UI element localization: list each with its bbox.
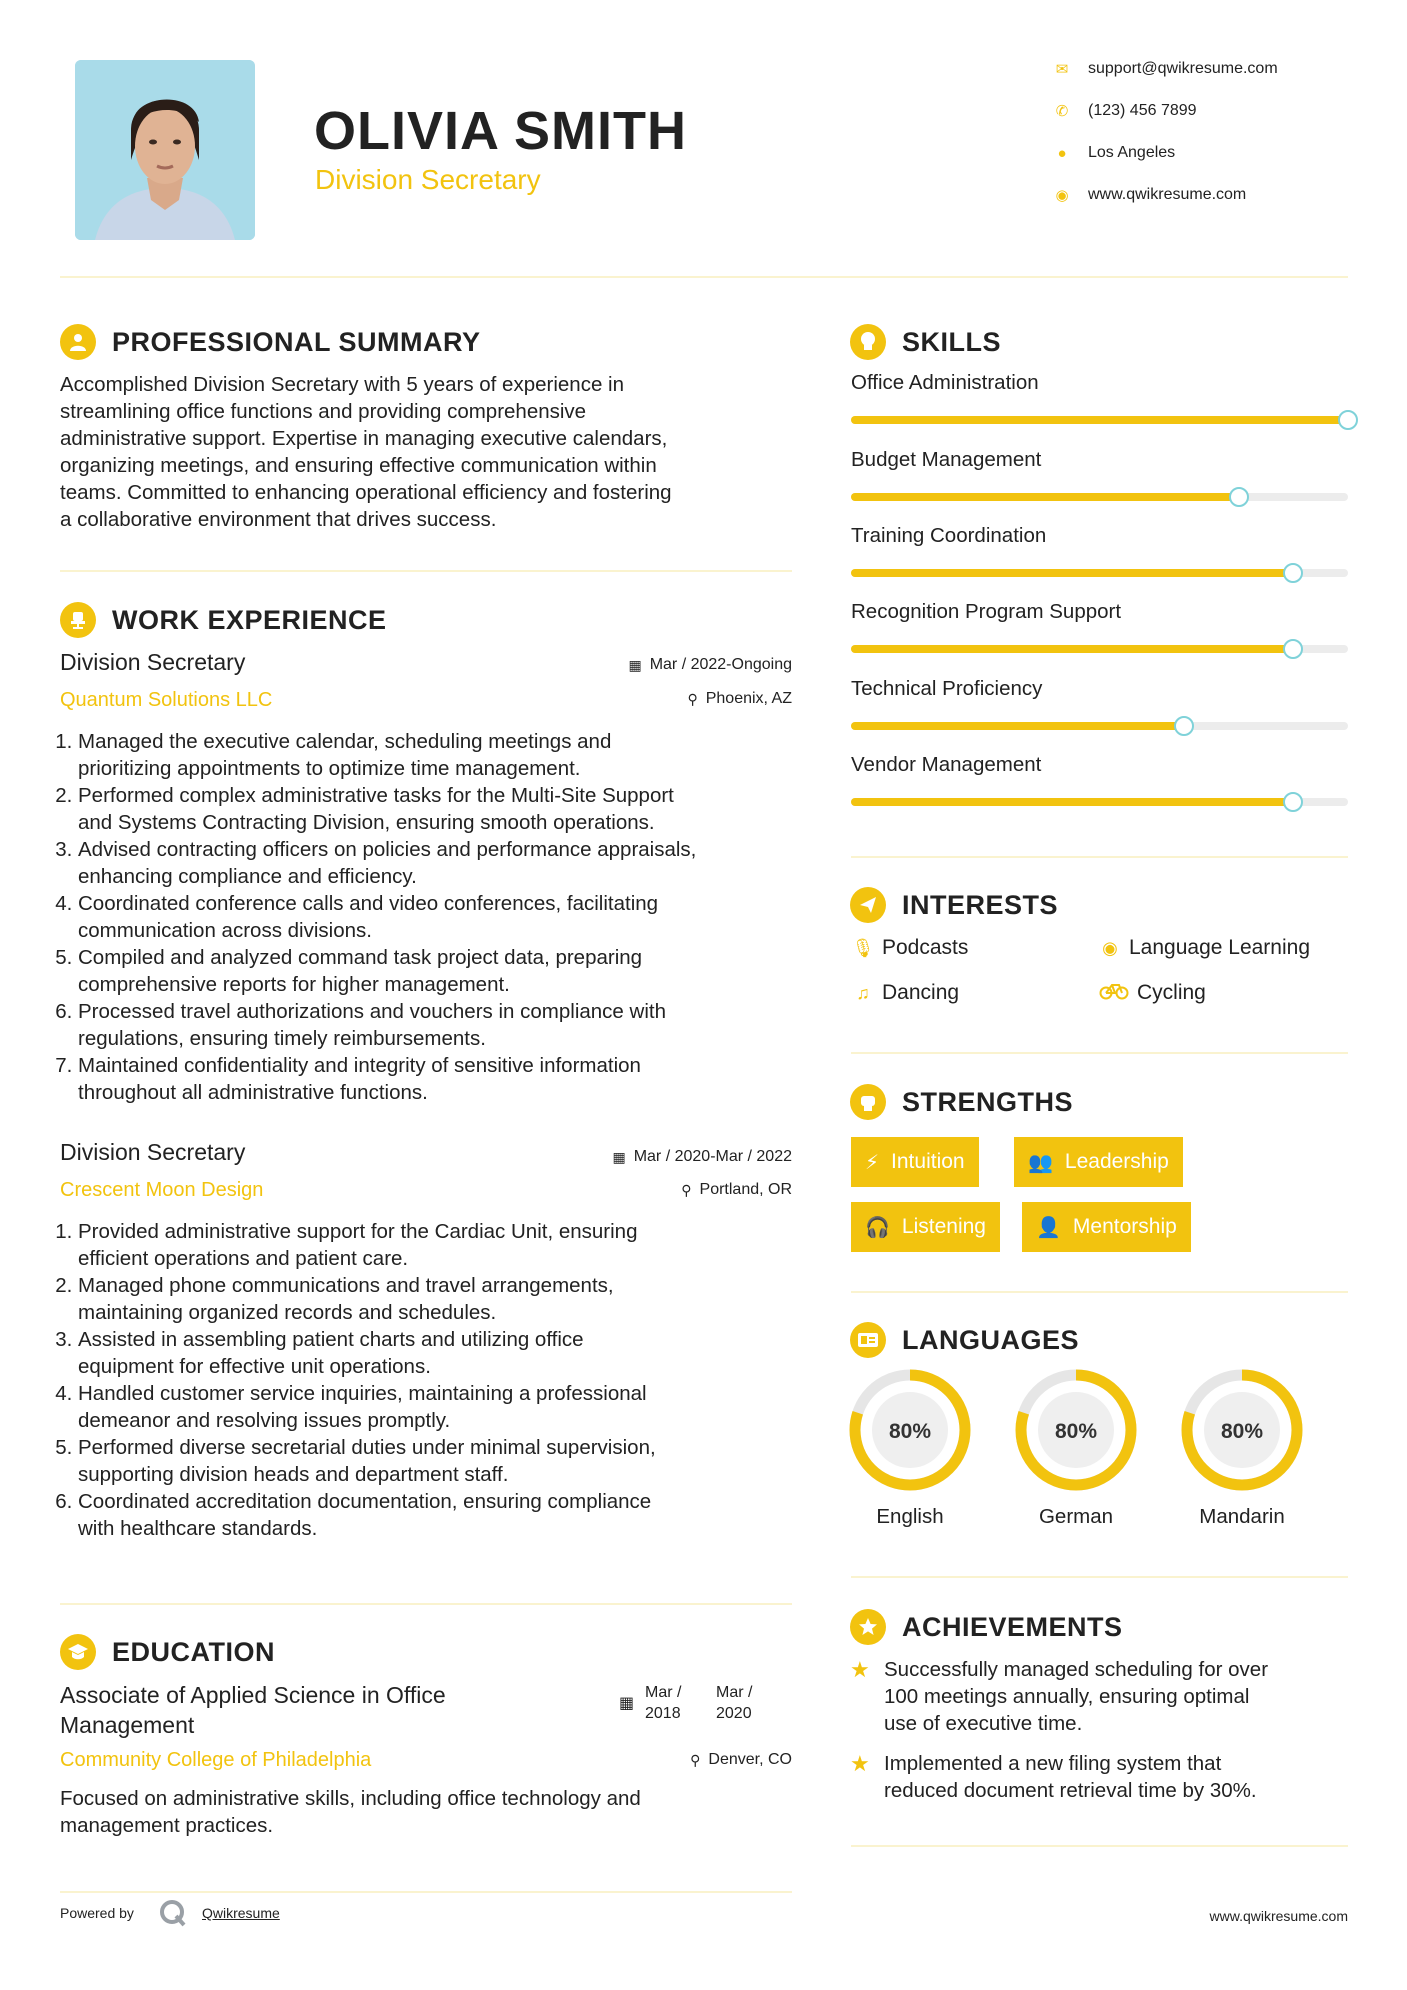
achievement-item-2: ★ Implemented a new filing system that reduced document retrieval time by 30%. [850, 1751, 1257, 1802]
strengths-heading: STRENGTHS [902, 1086, 1074, 1117]
ring-percent-label: 80% [1054, 1420, 1098, 1443]
achievement-item-1: ★ Successfully managed scheduling for over 100 meetings annually, ensuring optimal use of executive time. [850, 1657, 1269, 1735]
location-text: Los Angeles [1088, 144, 1176, 161]
email-text: support@qwikresume.com [1088, 60, 1278, 77]
language-ring-mandarin [1187, 1375, 1297, 1485]
microphone-icon: 🎙 [851, 937, 875, 958]
candidate-title: Division Secretary [315, 164, 541, 195]
education-header [60, 1632, 275, 1672]
interests-divider [851, 1052, 1348, 1054]
skill-slider-knob [1229, 487, 1249, 507]
lightbulb-icon [850, 324, 886, 360]
contact-website[interactable] [1050, 183, 1350, 207]
summary-divider [60, 570, 792, 572]
interest-dancing: ♫ Dancing [850, 981, 959, 1005]
edu-location: ⚲ Denver, CO [690, 1751, 792, 1768]
interests-header [850, 885, 1058, 925]
job-1-location: ⚲ Phoenix, AZ [687, 690, 792, 707]
language-card-icon [850, 1322, 886, 1358]
language-name-mandarin: Mandarin [1199, 1505, 1285, 1528]
skill-technical-proficiency: Technical Proficiency [851, 677, 1348, 701]
list-item: 5. Performed diverse secretarial duties under minimal supervision, supporting division heads and department staff. [78, 1434, 805, 1488]
interests-heading: INTERESTS [902, 889, 1059, 920]
skill-slider-knob [1283, 639, 1303, 659]
skill-fill [851, 493, 1239, 501]
calendar-icon: ▦ [628, 656, 642, 673]
list-item: 6. Processed travel authorizations and vouchers in compliance with regulations, ensuring timely reimbursements. [78, 998, 805, 1052]
graduation-icon [60, 1634, 96, 1670]
contact-phone [1050, 99, 1350, 123]
phone-icon: ✆ [1055, 103, 1069, 120]
list-item: 4. Coordinated conference calls and video conferences, facilitating communication across divisions. [78, 890, 805, 944]
work-header [60, 600, 387, 640]
header-divider [60, 276, 1348, 278]
summary-header [60, 322, 481, 362]
list-item: 1. Managed the executive calendar, scheduling meetings and prioritizing appointments to optimize time management. [78, 728, 805, 782]
list-item: 2. Managed phone communications and travel arrangements, maintaining organized records and schedules. [78, 1272, 805, 1326]
job-2-dates: ▦ Mar / 2020-Mar / 2022 [612, 1148, 792, 1165]
job-1-title: Division Secretary [60, 649, 246, 675]
envelope-icon: ✉ [1055, 61, 1069, 78]
achievements-header [850, 1607, 1123, 1647]
job-2-location: ⚲ Portland, OR [681, 1181, 792, 1198]
skill-training-coordination: Training Coordination [851, 524, 1348, 548]
skill-slider-knob [1283, 792, 1303, 812]
user-plus-icon: 👤 [1036, 1216, 1061, 1239]
skill-slider-knob [1338, 410, 1358, 430]
globe-icon: ◉ [1055, 187, 1069, 204]
summary-text: Accomplished Division Secretary with 5 years of experience in streamlining office functions and providing comprehensive administrative support. Expertise in managing executive calendars, organizing meetings, and ensuring effective communication within teams. Committed to enhancing operational efficiency and fostering a collaborative environment that drives success. [60, 373, 672, 531]
pin-icon: ⚲ [687, 690, 698, 707]
skill-slider-knob [1283, 563, 1303, 583]
strengths-header [850, 1082, 1073, 1122]
list-item: 6. Coordinated accreditation documentation, ensuring compliance with healthcare standards. [78, 1488, 805, 1542]
skill-recognition-program-support: Recognition Program Support [851, 600, 1348, 624]
calendar-icon: ▦ [612, 1148, 626, 1165]
interest-language-learning: ◉ Language Learning [1097, 936, 1310, 960]
headphones-icon: 🎧 [865, 1216, 890, 1239]
footer-website[interactable]: www.qwikresume.com [1209, 1908, 1348, 1924]
education-divider [60, 1891, 792, 1893]
strength-badge-intuition: ⚡ Intuition [851, 1137, 979, 1187]
interest-podcasts: 🎙 Podcasts [851, 936, 969, 959]
education-description: Focused on administrative skills, including office technology and management practices. [60, 1787, 641, 1837]
office-chair-icon [60, 602, 96, 638]
magic-wand-icon: ⚡ [865, 1151, 880, 1174]
list-item: 1. Provided administrative support for the Cardiac Unit, ensuring efficient operations and patient care. [78, 1218, 805, 1272]
qwikresume-logo-icon [158, 1898, 188, 1933]
language-rings [846, 1364, 1326, 1500]
pin-icon: ⚲ [690, 1751, 701, 1768]
skill-fill [851, 569, 1293, 577]
map-pin-icon: ● [1057, 144, 1067, 162]
skills-heading: SKILLS [902, 326, 1002, 357]
skills-divider [851, 856, 1348, 858]
job-2-title: Division Secretary [60, 1139, 246, 1165]
skill-office-administration: Office Administration [851, 371, 1348, 395]
qwikresume-link[interactable]: Qwikresume [202, 1905, 280, 1921]
skill-vendor-management: Vendor Management [851, 753, 1348, 777]
user-icon [60, 324, 96, 360]
job-1-dates: ▦ Mar / 2022-Ongoing [628, 656, 792, 673]
edu-end-date: Mar / 2020 [716, 1684, 753, 1722]
languages-header [850, 1320, 1079, 1360]
strengths-divider [851, 1291, 1348, 1293]
powered-by-label: Powered by [60, 1905, 134, 1921]
school-name: Community College of Philadelphia [60, 1749, 372, 1771]
pin-icon: ⚲ [681, 1181, 692, 1198]
contact-location [1050, 141, 1350, 165]
job-2-bullets [60, 1218, 805, 1542]
degree-title: Associate of Applied Science in Office Management [60, 1682, 446, 1738]
website-text: www.qwikresume.com [1088, 186, 1247, 203]
skill-fill [851, 645, 1293, 653]
skills-header [850, 322, 1001, 362]
achievements-divider [851, 1845, 1348, 1847]
language-ring-english [855, 1375, 965, 1485]
star-badge-icon [850, 1609, 886, 1645]
language-ring-german [1021, 1375, 1131, 1485]
summary-heading: PROFESSIONAL SUMMARY [112, 326, 481, 357]
job-2-company: Crescent Moon Design [60, 1179, 264, 1201]
calendar-icon: ▦ [619, 1695, 635, 1712]
job-1-company: Quantum Solutions LLC [60, 689, 273, 711]
edu-start-date: Mar / 2018 [645, 1684, 682, 1722]
music-note-icon: ♫ [856, 982, 870, 1003]
star-icon: ★ [850, 1751, 870, 1776]
contact-email[interactable] [1050, 57, 1350, 81]
skill-fill [851, 798, 1293, 806]
list-item: 3. Assisted in assembling patient charts and utilizing office equipment for effective unit operations. [78, 1326, 805, 1380]
candidate-name: OLIVIA SMITH [314, 101, 687, 161]
work-heading: WORK EXPERIENCE [112, 604, 387, 635]
languages-heading: LANGUAGES [902, 1324, 1080, 1355]
globe-icon: ◉ [1102, 937, 1118, 958]
language-name-english: English [876, 1505, 944, 1528]
languages-divider [851, 1576, 1348, 1578]
skill-fill [851, 416, 1348, 424]
achievements-heading: ACHIEVEMENTS [902, 1611, 1123, 1642]
interest-cycling: Cycling [1097, 981, 1206, 1005]
job-1-bullets [60, 728, 805, 1106]
skill-slider-knob [1174, 716, 1194, 736]
skill-budget-management: Budget Management [851, 448, 1348, 472]
strength-badge-listening: 🎧 Listening [851, 1202, 1000, 1252]
list-item: 2. Performed complex administrative tasks for the Multi-Site Support and Systems Contracting Division, ensuring smooth operations. [78, 782, 805, 836]
paper-plane-icon [850, 887, 886, 923]
users-icon: 👥 [1028, 1151, 1053, 1174]
strength-badge-mentorship: 👤 Mentorship [1022, 1202, 1191, 1252]
list-item: 7. Maintained confidentiality and integrity of sensitive information throughout all administrative functions. [78, 1052, 805, 1106]
education-heading: EDUCATION [112, 1636, 275, 1667]
bicycle-icon [1097, 982, 1131, 1005]
star-icon: ★ [850, 1657, 870, 1682]
list-item: 4. Handled customer service inquiries, maintaining a professional demeanor and resolving issues promptly. [78, 1380, 805, 1434]
list-item: 5. Compiled and analyzed command task project data, preparing comprehensive reports for higher management. [78, 944, 805, 998]
skill-fill [851, 722, 1184, 730]
raised-fist-icon [850, 1084, 886, 1120]
work-divider [60, 1603, 792, 1605]
language-name-german: German [1038, 1505, 1114, 1528]
strength-badge-leadership: 👥 Leadership [1014, 1137, 1183, 1187]
ring-percent-label: 80% [888, 1420, 932, 1443]
phone-text: (123) 456 7899 [1088, 102, 1197, 119]
list-item: 3. Advised contracting officers on policies and performance appraisals, enhancing compliance and efficiency. [78, 836, 805, 890]
profile-photo [75, 60, 255, 240]
ring-percent-label: 80% [1220, 1420, 1264, 1443]
